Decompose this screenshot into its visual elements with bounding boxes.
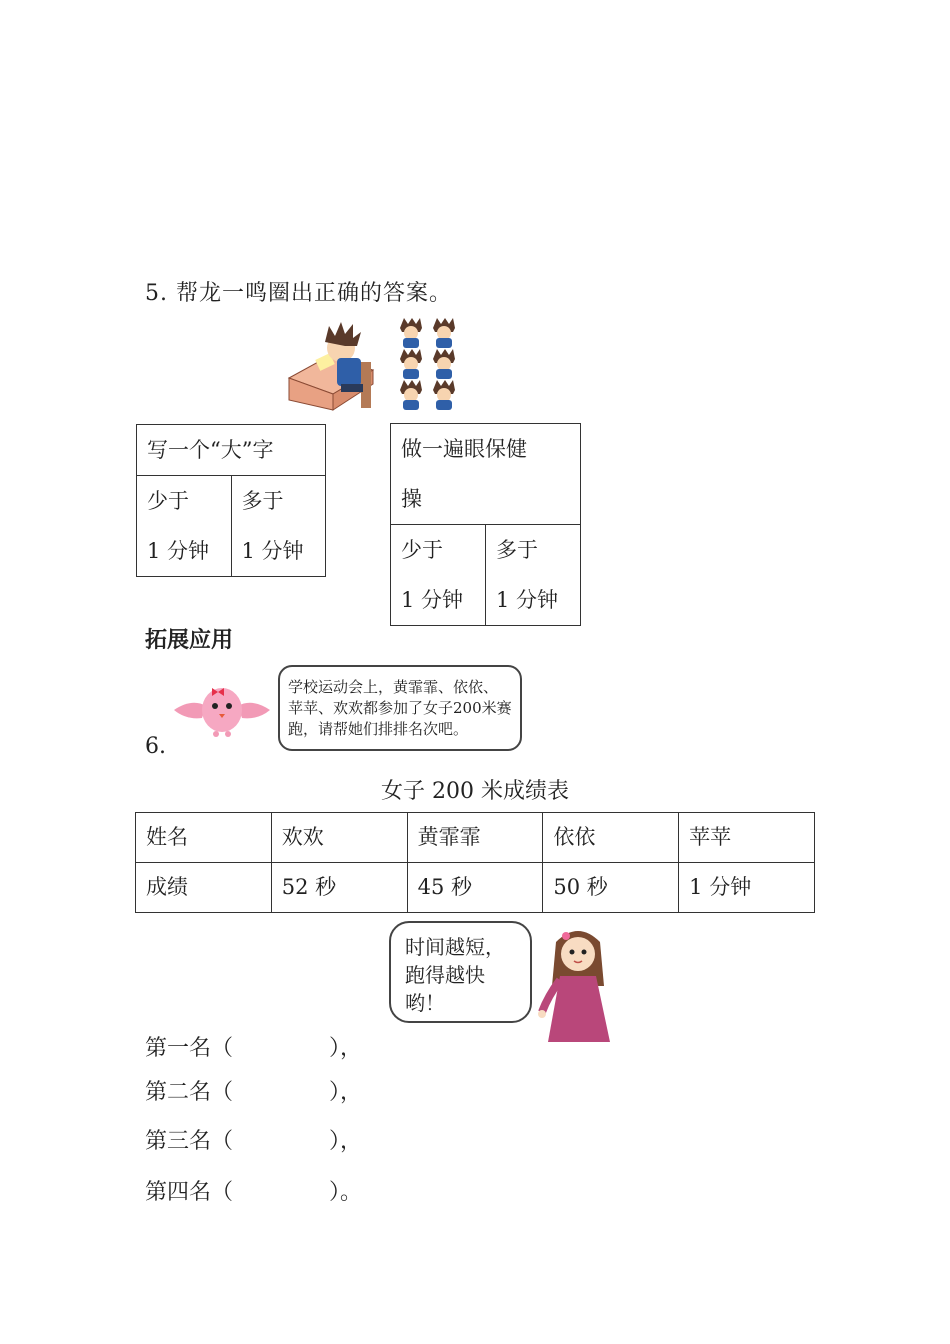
answer-suffix: ）， [329,1080,363,1105]
table-row [136,863,815,913]
answer-prefix: 第一名（ [145,1036,234,1061]
table-b-header [391,424,581,525]
girl-illustration [538,924,620,1048]
mascot-speech-bubble: 学校运动会上，黄霏霏、依依、苹苹、欢欢都参加了女子200米赛跑，请帮她们排排名次吧。 [278,665,522,751]
answer-prefix: 第二名（ [145,1080,234,1105]
hint-line: 时间越短， [405,935,505,959]
option-less-than-cell[interactable] [391,525,486,626]
table-b-header-line: 做一遍眼保健 [401,437,527,461]
option-label: 少于 [147,489,189,513]
score-cell: 1 分钟 [679,863,815,913]
table-a-header: 写一个“大”字 [137,425,326,476]
option-more-than-cell[interactable] [231,476,326,577]
option-value: 1 分钟 [241,539,304,563]
score-cell: 50 秒 [543,863,679,913]
writing-da-table [136,424,326,577]
option-less-than-cell[interactable] [137,476,232,577]
name-cell: 苹苹 [679,813,815,863]
question-6-number: 6. [145,734,166,759]
score-cell: 52 秒 [271,863,407,913]
option-value: 1 分钟 [496,588,559,612]
answer-line-second [145,1075,362,1106]
hint-speech-bubble [389,921,532,1023]
boys-eye-exercise-illustration [398,318,464,412]
option-label: 少于 [401,538,443,562]
question-5-title: 5. 帮龙一鸣圈出正确的答案。 [145,281,452,306]
pink-bird-mascot [172,680,272,742]
row-label-name: 姓名 [136,813,272,863]
answer-suffix: ）。 [329,1180,363,1205]
name-cell: 欢欢 [271,813,407,863]
score-table [135,812,815,913]
score-cell: 45 秒 [407,863,543,913]
option-value: 1 分钟 [401,588,464,612]
name-cell: 依依 [543,813,679,863]
answer-line-third [145,1124,362,1155]
answer-prefix: 第四名（ [145,1180,234,1205]
option-label: 多于 [241,489,284,513]
answer-line-first [145,1031,362,1062]
answer-line-fourth [145,1175,362,1206]
eye-exercise-table [390,423,581,626]
hint-line: 跑得越快 [405,963,485,987]
answer-suffix: ）， [329,1129,363,1154]
hint-line: 哟！ [405,991,445,1015]
section-title: 拓展应用 [145,628,234,653]
table-row [136,813,815,863]
option-value: 1 分钟 [147,539,210,563]
name-cell: 黄霏霏 [407,813,543,863]
answer-suffix: ）， [329,1036,363,1061]
option-label: 多于 [496,538,538,562]
row-label-score: 成绩 [136,863,272,913]
boy-writing-illustration [285,318,377,412]
score-table-caption: 女子 200 米成绩表 [381,779,569,804]
option-more-than-cell[interactable] [486,525,581,626]
table-b-header-line: 操 [401,487,422,511]
answer-prefix: 第三名（ [145,1129,234,1154]
